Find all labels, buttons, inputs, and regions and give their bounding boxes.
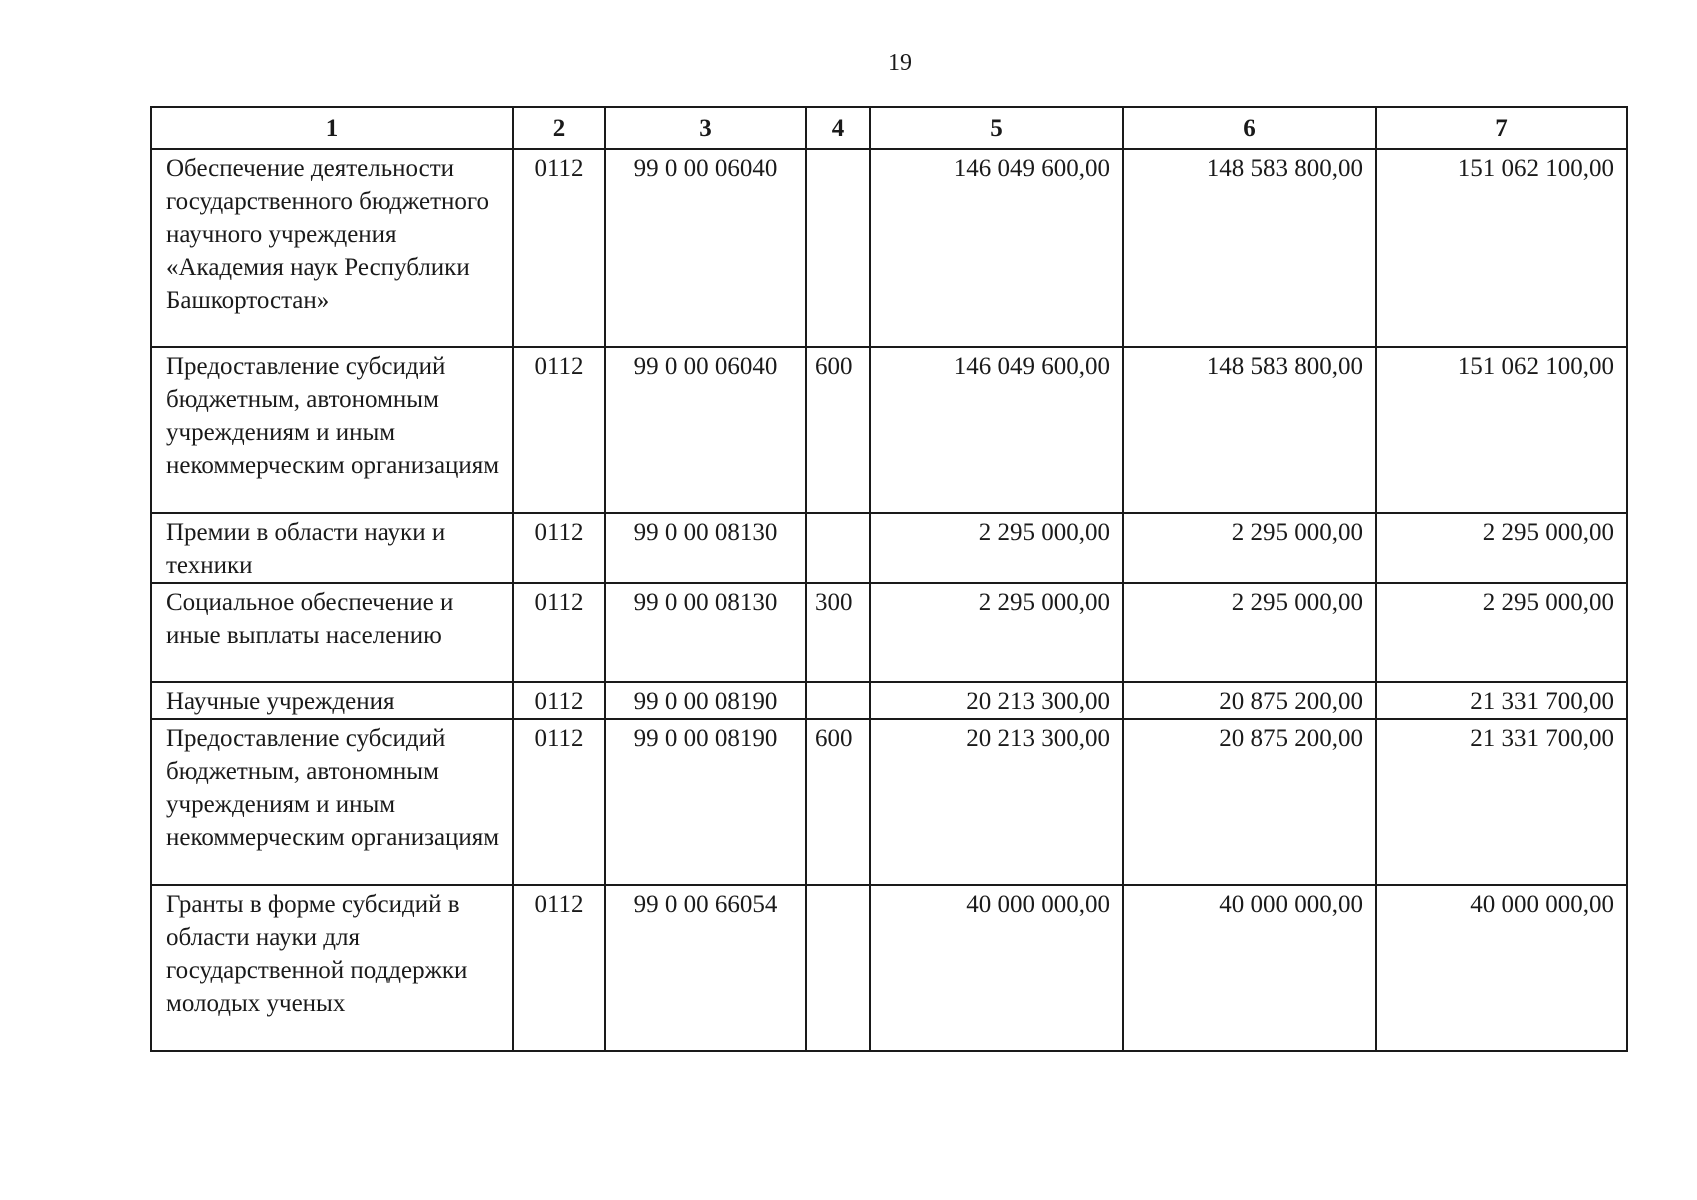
amount-col5-cell: 146 049 600,00 bbox=[870, 149, 1123, 347]
amount-col5-cell: 20 213 300,00 bbox=[870, 719, 1123, 885]
expense-type-cell bbox=[806, 885, 870, 1051]
section-code-cell: 0112 bbox=[513, 719, 605, 885]
target-code-cell: 99 0 00 08190 bbox=[605, 682, 806, 719]
column-header-7: 7 bbox=[1376, 107, 1627, 149]
table-row bbox=[151, 347, 1627, 513]
amount-col7-cell: 21 331 700,00 bbox=[1376, 682, 1627, 719]
column-header-2: 2 bbox=[513, 107, 605, 149]
amount-col6-cell: 148 583 800,00 bbox=[1123, 149, 1376, 347]
column-header-4: 4 bbox=[806, 107, 870, 149]
section-code-cell: 0112 bbox=[513, 583, 605, 682]
row-name-cell: Премии в области науки и техники bbox=[151, 513, 513, 583]
target-code-cell: 99 0 00 66054 bbox=[605, 885, 806, 1051]
column-header-6: 6 bbox=[1123, 107, 1376, 149]
table-row bbox=[151, 513, 1627, 583]
amount-col5-cell: 40 000 000,00 bbox=[870, 885, 1123, 1051]
row-name-cell: Социальное обеспечение и иные выплаты населению bbox=[151, 583, 513, 682]
target-code-cell: 99 0 00 08130 bbox=[605, 513, 806, 583]
table-row bbox=[151, 583, 1627, 682]
amount-col5-cell: 2 295 000,00 bbox=[870, 513, 1123, 583]
expense-type-cell bbox=[806, 513, 870, 583]
section-code-cell: 0112 bbox=[513, 149, 605, 347]
expense-type-cell bbox=[806, 149, 870, 347]
amount-col7-cell: 40 000 000,00 bbox=[1376, 885, 1627, 1051]
amount-col6-cell: 2 295 000,00 bbox=[1123, 513, 1376, 583]
table-header-row bbox=[151, 107, 1627, 149]
target-code-cell: 99 0 00 06040 bbox=[605, 347, 806, 513]
amount-col7-cell: 2 295 000,00 bbox=[1376, 513, 1627, 583]
section-code-cell: 0112 bbox=[513, 682, 605, 719]
column-header-1: 1 bbox=[151, 107, 513, 149]
amount-col7-cell: 2 295 000,00 bbox=[1376, 583, 1627, 682]
column-header-5: 5 bbox=[870, 107, 1123, 149]
amount-col6-cell: 20 875 200,00 bbox=[1123, 682, 1376, 719]
table-row bbox=[151, 682, 1627, 719]
amount-col5-cell: 20 213 300,00 bbox=[870, 682, 1123, 719]
section-code-cell: 0112 bbox=[513, 885, 605, 1051]
target-code-cell: 99 0 00 08130 bbox=[605, 583, 806, 682]
section-code-cell: 0112 bbox=[513, 513, 605, 583]
budget-table bbox=[150, 106, 1628, 1052]
table-row bbox=[151, 719, 1627, 885]
amount-col7-cell: 21 331 700,00 bbox=[1376, 719, 1627, 885]
row-name-cell: Научные учреждения bbox=[151, 682, 513, 719]
table-row bbox=[151, 885, 1627, 1051]
expense-type-cell: 600 bbox=[806, 347, 870, 513]
amount-col6-cell: 40 000 000,00 bbox=[1123, 885, 1376, 1051]
amount-col6-cell: 148 583 800,00 bbox=[1123, 347, 1376, 513]
amount-col7-cell: 151 062 100,00 bbox=[1376, 149, 1627, 347]
page-number: 19 bbox=[888, 50, 912, 76]
amount-col6-cell: 2 295 000,00 bbox=[1123, 583, 1376, 682]
row-name-cell: Предоставление субсидий бюджетным, автономным учреждениям и иным некоммерческим организациям bbox=[151, 719, 513, 885]
row-name-cell: Гранты в форме субсидий в области науки для государственной поддержки молодых ученых bbox=[151, 885, 513, 1051]
row-name-cell: Предоставление субсидий бюджетным, автономным учреждениям и иным некоммерческим организациям bbox=[151, 347, 513, 513]
amount-col5-cell: 2 295 000,00 bbox=[870, 583, 1123, 682]
column-header-3: 3 bbox=[605, 107, 806, 149]
target-code-cell: 99 0 00 06040 bbox=[605, 149, 806, 347]
expense-type-cell: 300 bbox=[806, 583, 870, 682]
section-code-cell: 0112 bbox=[513, 347, 605, 513]
row-name-cell: Обеспечение деятельности государственного бюджетного научного учреждения «Академия наук Республики Башкортостан» bbox=[151, 149, 513, 347]
amount-col6-cell: 20 875 200,00 bbox=[1123, 719, 1376, 885]
table-row bbox=[151, 149, 1627, 347]
expense-type-cell: 600 bbox=[806, 719, 870, 885]
amount-col5-cell: 146 049 600,00 bbox=[870, 347, 1123, 513]
expense-type-cell bbox=[806, 682, 870, 719]
amount-col7-cell: 151 062 100,00 bbox=[1376, 347, 1627, 513]
target-code-cell: 99 0 00 08190 bbox=[605, 719, 806, 885]
